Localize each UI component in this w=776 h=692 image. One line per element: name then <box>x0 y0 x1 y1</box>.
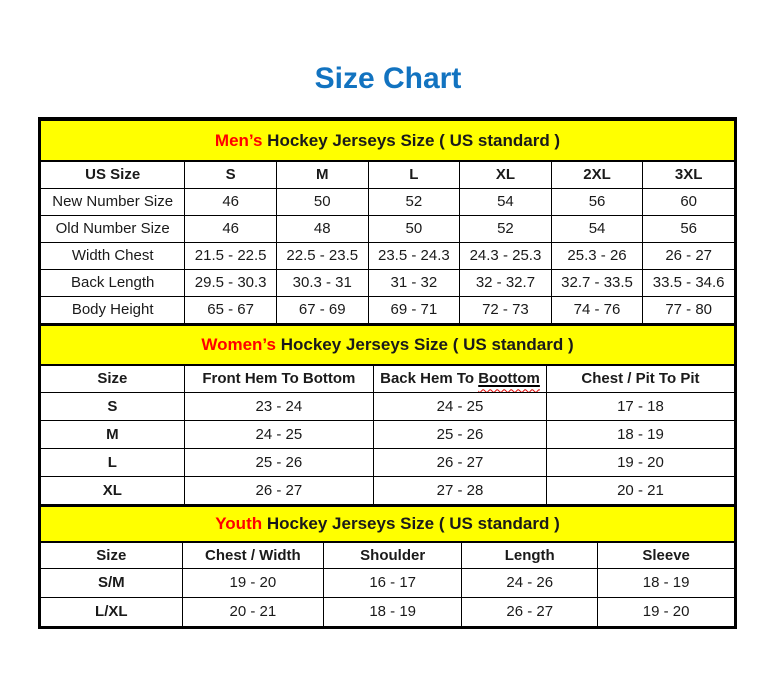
table-cell: 26 - 27 <box>462 597 598 626</box>
table-cell: 17 - 18 <box>546 393 734 421</box>
mens-band-rest: Hockey Jerseys Size ( US standard ) <box>262 130 561 150</box>
mens-header-cell: M <box>276 161 368 188</box>
womens-band-highlight: Women’s <box>201 334 276 354</box>
mens-row-label: Width Chest <box>41 242 185 269</box>
womens-row-label: S <box>41 393 185 421</box>
page-title: Size Chart <box>314 62 462 95</box>
womens-band-title <box>41 325 735 365</box>
misspelled-word: Boottom <box>478 370 540 388</box>
table-cell: 50 <box>276 188 368 215</box>
table-cell: 24.3 - 25.3 <box>460 242 552 269</box>
table-cell: 32.7 - 33.5 <box>551 269 643 296</box>
table-cell: 46 <box>185 188 277 215</box>
table-cell: 54 <box>460 188 552 215</box>
mens-header-cell: S <box>185 161 277 188</box>
back-hem-prefix: Back Hem To <box>380 370 479 388</box>
table-cell: 31 - 32 <box>368 269 460 296</box>
youth-band <box>41 506 735 542</box>
womens-row-label: XL <box>41 477 185 505</box>
table-cell: 23 - 24 <box>184 393 373 421</box>
youth-row-label: S/M <box>41 568 183 597</box>
womens-table-row <box>41 421 735 449</box>
mens-band-title <box>41 120 735 161</box>
youth-header-cell: Sleeve <box>598 542 735 568</box>
table-cell: 56 <box>551 188 643 215</box>
table-cell: 32 - 32.7 <box>460 269 552 296</box>
table-cell: 46 <box>185 215 277 242</box>
table-cell: 24 - 25 <box>374 393 547 421</box>
table-cell: 30.3 - 31 <box>276 269 368 296</box>
table-cell: 52 <box>368 188 460 215</box>
table-cell: 20 - 21 <box>546 477 734 505</box>
mens-table-row <box>41 296 735 323</box>
womens-size-table <box>40 324 735 506</box>
mens-row-label: New Number Size <box>41 188 185 215</box>
mens-header-cell: US Size <box>41 161 185 188</box>
mens-header-cell: 2XL <box>551 161 643 188</box>
table-cell: 19 - 20 <box>182 568 324 597</box>
mens-table-row <box>41 242 735 269</box>
mens-size-table <box>40 119 735 324</box>
mens-band <box>41 120 735 161</box>
table-cell: 19 - 20 <box>598 597 735 626</box>
womens-band-rest: Hockey Jerseys Size ( US standard ) <box>275 334 574 354</box>
table-cell: 52 <box>460 215 552 242</box>
mens-table-row <box>41 188 735 215</box>
womens-table-row <box>41 477 735 505</box>
mens-header-cell: XL <box>460 161 552 188</box>
youth-header-cell: Shoulder <box>324 542 462 568</box>
mens-table-row <box>41 269 735 296</box>
mens-table-row <box>41 215 735 242</box>
table-cell: 18 - 19 <box>546 421 734 449</box>
table-cell: 60 <box>643 188 735 215</box>
youth-header-cell: Chest / Width <box>182 542 324 568</box>
table-cell: 19 - 20 <box>546 449 734 477</box>
womens-header-cell: Chest / Pit To Pit <box>546 365 734 393</box>
table-cell: 24 - 26 <box>462 568 598 597</box>
womens-table-row <box>41 449 735 477</box>
table-cell: 74 - 76 <box>551 296 643 323</box>
womens-header-cell: Size <box>41 365 185 393</box>
womens-row-label: L <box>41 449 185 477</box>
table-cell: 56 <box>643 215 735 242</box>
table-cell: 25 - 26 <box>374 421 547 449</box>
womens-table-row <box>41 393 735 421</box>
spellcheck-squiggle <box>478 370 540 387</box>
table-cell: 69 - 71 <box>368 296 460 323</box>
womens-header-cell: Front Hem To Bottom <box>184 365 373 393</box>
table-cell: 67 - 69 <box>276 296 368 323</box>
mens-row-label: Body Height <box>41 296 185 323</box>
youth-header-row <box>41 542 735 568</box>
table-cell: 54 <box>551 215 643 242</box>
table-cell: 22.5 - 23.5 <box>276 242 368 269</box>
table-cell: 27 - 28 <box>374 477 547 505</box>
mens-header-cell: L <box>368 161 460 188</box>
table-cell: 26 - 27 <box>643 242 735 269</box>
table-cell: 18 - 19 <box>324 597 462 626</box>
mens-row-label: Old Number Size <box>41 215 185 242</box>
size-chart-container <box>38 117 737 629</box>
table-cell: 24 - 25 <box>184 421 373 449</box>
womens-band <box>41 325 735 365</box>
table-cell: 77 - 80 <box>643 296 735 323</box>
table-cell: 18 - 19 <box>598 568 735 597</box>
table-cell: 20 - 21 <box>182 597 324 626</box>
table-cell: 26 - 27 <box>374 449 547 477</box>
womens-row-label: M <box>41 421 185 449</box>
table-cell: 21.5 - 22.5 <box>185 242 277 269</box>
table-cell: 23.5 - 24.3 <box>368 242 460 269</box>
mens-band-highlight: Men’s <box>214 130 263 150</box>
womens-header-row <box>41 365 735 393</box>
youth-table-row <box>41 597 735 626</box>
table-cell: 48 <box>276 215 368 242</box>
youth-band-rest: Hockey Jerseys Size ( US standard ) <box>262 514 560 533</box>
table-cell: 33.5 - 34.6 <box>643 269 735 296</box>
table-cell: 50 <box>368 215 460 242</box>
mens-row-label: Back Length <box>41 269 185 296</box>
table-cell: 25 - 26 <box>184 449 373 477</box>
youth-row-label: L/XL <box>41 597 183 626</box>
mens-header-cell: 3XL <box>643 161 735 188</box>
table-cell: 29.5 - 30.3 <box>185 269 277 296</box>
table-cell: 72 - 73 <box>460 296 552 323</box>
womens-header-cell <box>374 365 547 393</box>
table-cell: 65 - 67 <box>185 296 277 323</box>
youth-table-row <box>41 568 735 597</box>
youth-size-table <box>40 505 735 627</box>
youth-header-cell: Size <box>41 542 183 568</box>
table-cell: 25.3 - 26 <box>551 242 643 269</box>
table-cell: 16 - 17 <box>324 568 462 597</box>
youth-band-title <box>41 506 735 542</box>
youth-header-cell: Length <box>462 542 598 568</box>
mens-header-row <box>41 161 735 188</box>
table-cell: 26 - 27 <box>184 477 373 505</box>
youth-band-highlight: Youth <box>215 514 263 533</box>
